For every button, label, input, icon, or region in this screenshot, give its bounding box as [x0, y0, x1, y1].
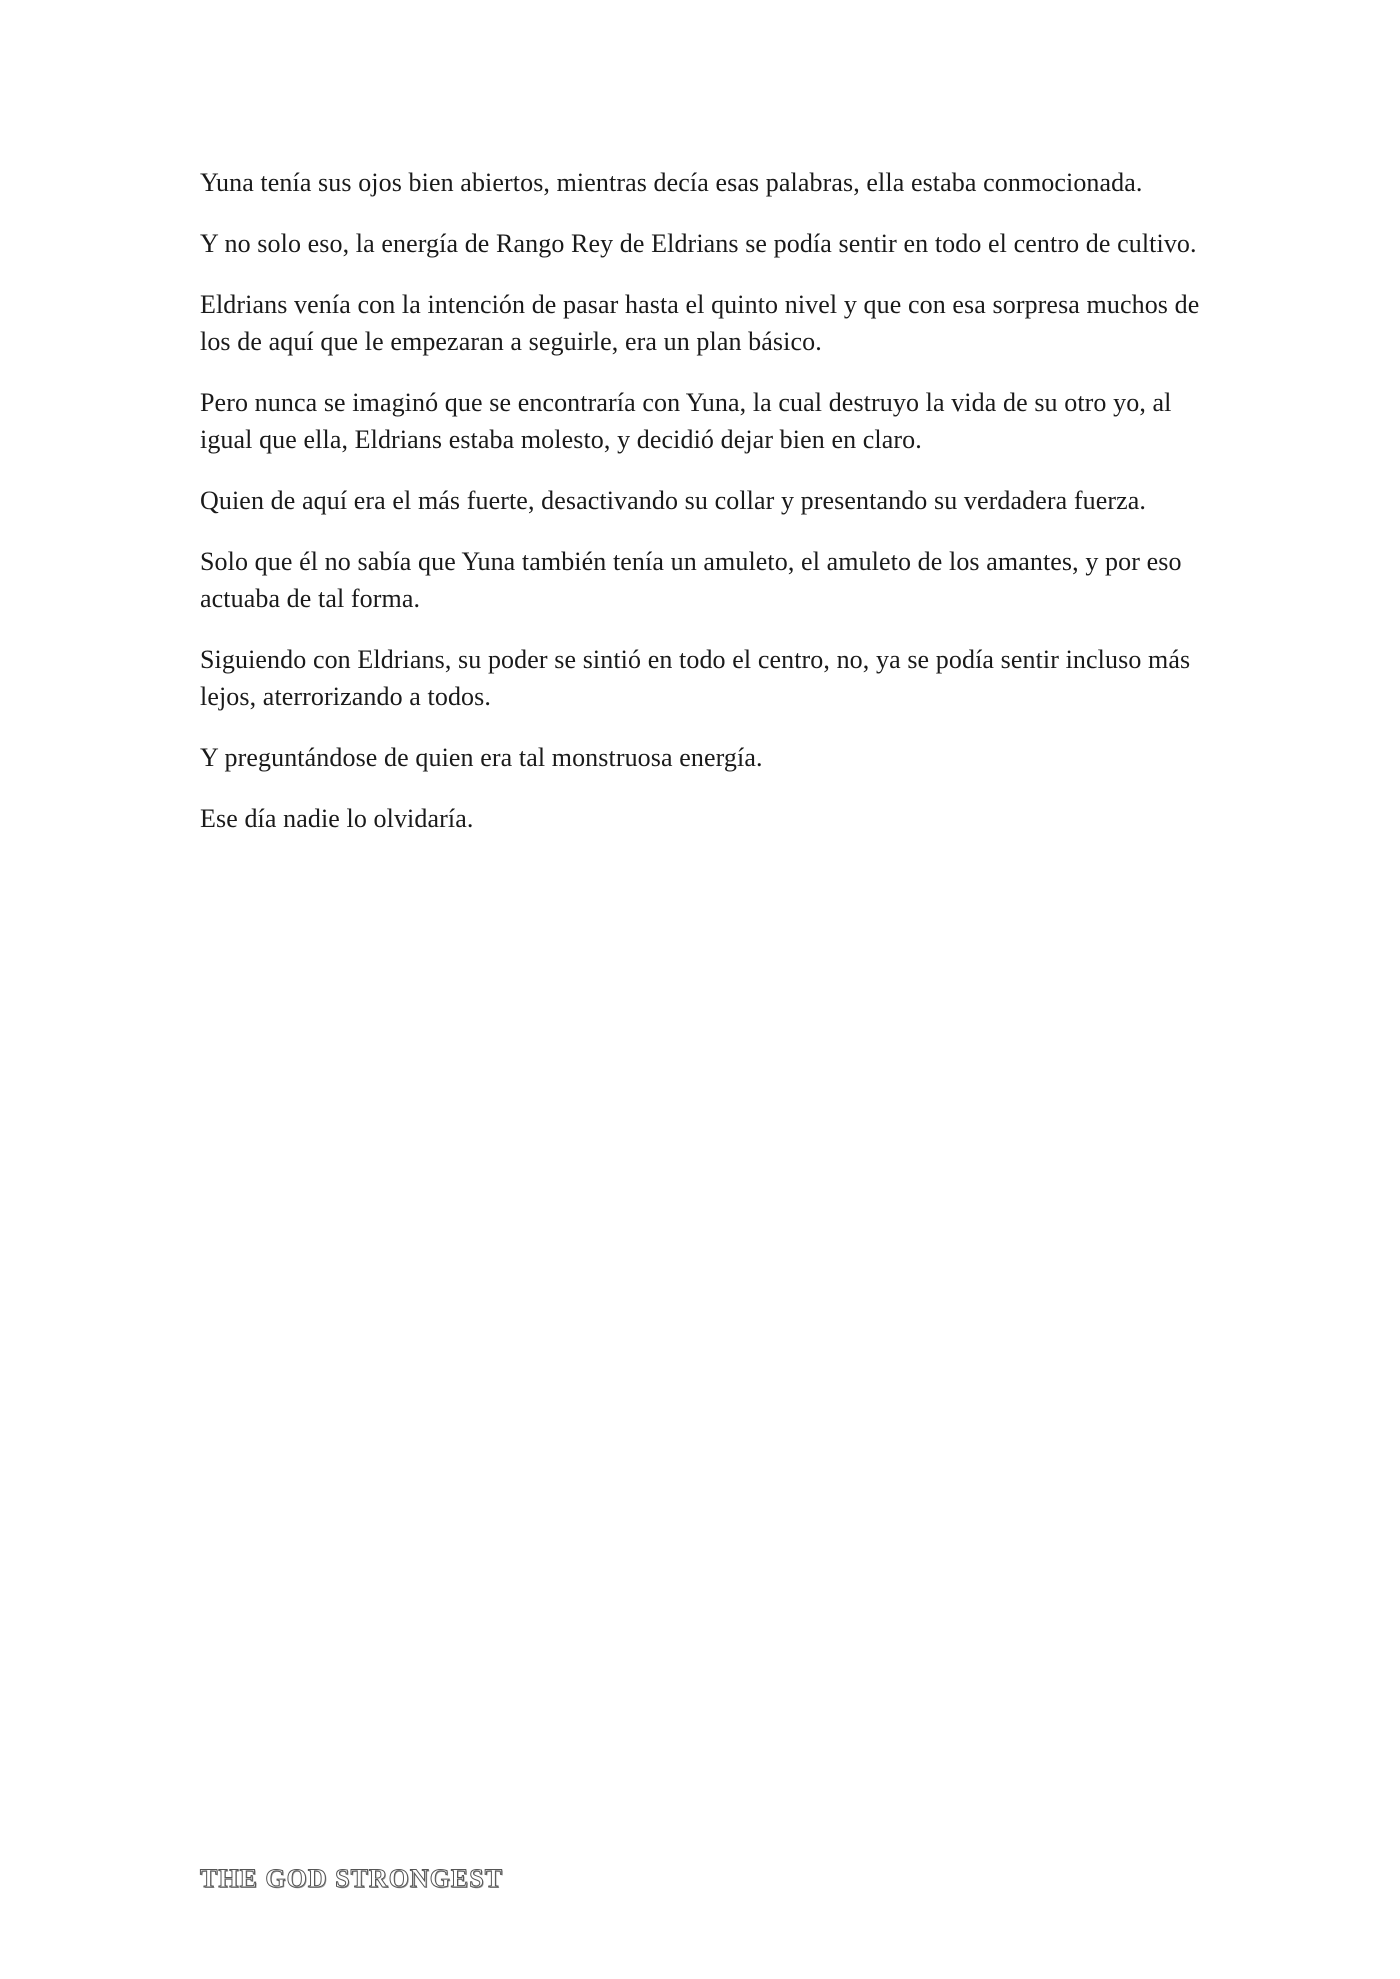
paragraph: Siguiendo con Eldrians, su poder se sintió en todo el centro, no, ya se podía sentir incluso más lejos, aterrorizando a todos.	[200, 645, 1191, 711]
paragraph: Solo que él no sabía que Yuna también tenía un amuleto, el amuleto de los amantes, y por eso actuaba de tal forma.	[200, 547, 1182, 613]
footer-title: THE GOD STRONGEST	[200, 1864, 504, 1893]
paragraph: Ese día nadie lo olvidaría.	[200, 804, 474, 833]
paragraph: Y no solo eso, la energía de Rango Rey de Eldrians se podía sentir en todo el centro de cultivo.	[200, 229, 1197, 258]
paragraph: Eldrians venía con la intención de pasar hasta el quinto nivel y que con esa sorpresa muchos de los de aquí que le empezaran a seguirle, era un plan básico.	[200, 290, 1200, 356]
paragraph: Y preguntándose de quien era tal monstruosa energía.	[200, 743, 763, 772]
paragraph: Pero nunca se imaginó que se encontraría con Yuna, la cual destruyo la vida de su otro yo, al igual que ella, Eldrians estaba molesto, y decidió dejar bien en claro.	[200, 388, 1172, 454]
paragraph: Quien de aquí era el más fuerte, desactivando su collar y presentando su verdadera fuerza.	[200, 486, 1147, 515]
paragraph: Yuna tenía sus ojos bien abiertos, mientras decía esas palabras, ella estaba conmocionada.	[200, 168, 1143, 197]
document-body	[200, 164, 1200, 861]
